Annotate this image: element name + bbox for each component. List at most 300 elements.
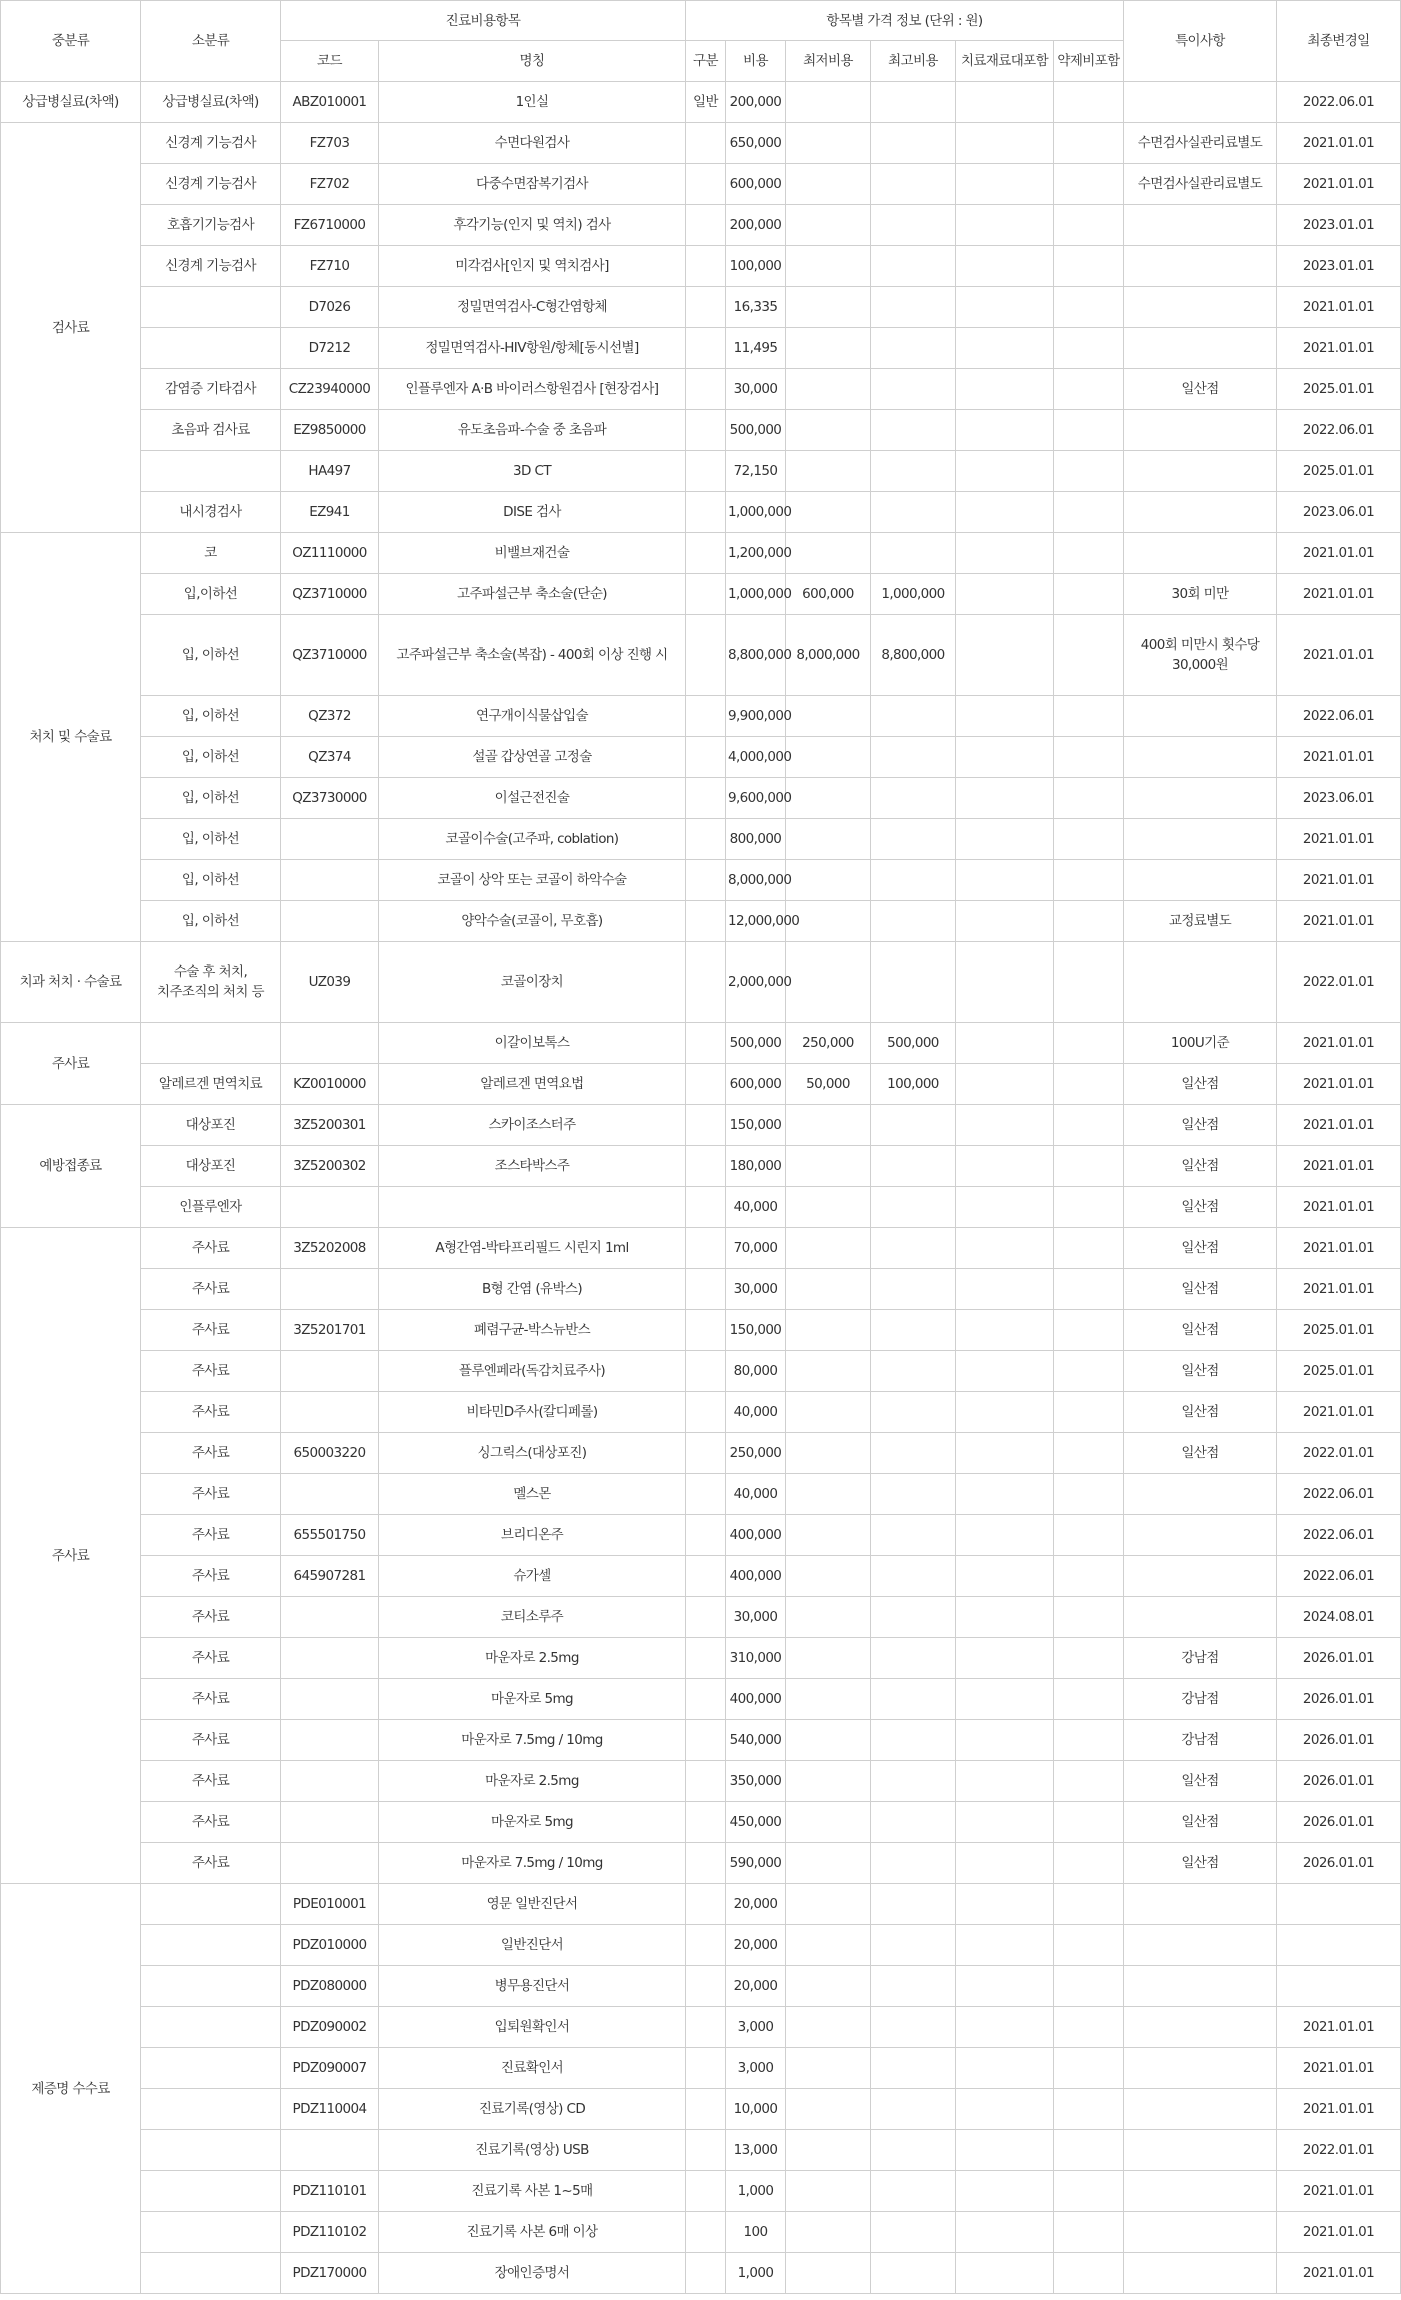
name-cell: 진료기록(영상) USB: [379, 2130, 686, 2171]
note-cell: [1124, 1884, 1277, 1925]
min-cost-cell: [786, 1474, 871, 1515]
type-cell: [686, 1925, 726, 1966]
note-cell: 수면검사실관리료별도: [1124, 123, 1277, 164]
max-cost-cell: [871, 1843, 956, 1884]
code-cell: PDZ110101: [281, 2171, 379, 2212]
code-cell: ABZ010001: [281, 82, 379, 123]
code-cell: [281, 1679, 379, 1720]
note-cell: [1124, 1515, 1277, 1556]
minor-category-cell: [141, 287, 281, 328]
min-cost-cell: [786, 1638, 871, 1679]
major-category-cell: 주사료: [1, 1023, 141, 1105]
type-cell: [686, 1023, 726, 1064]
minor-category-cell: 주사료: [141, 1392, 281, 1433]
drug-included-cell: [1054, 2130, 1124, 2171]
min-cost-cell: [786, 369, 871, 410]
max-cost-cell: [871, 1925, 956, 1966]
note-cell: 일산점: [1124, 1433, 1277, 1474]
minor-category-cell: 입, 이하선: [141, 860, 281, 901]
cost-cell: 9,600,000: [726, 778, 786, 819]
minor-category-cell: 신경계 기능검사: [141, 123, 281, 164]
type-cell: [686, 328, 726, 369]
name-cell: 설골 갑상연골 고정술: [379, 737, 686, 778]
min-cost-cell: [786, 2048, 871, 2089]
note-cell: [1124, 696, 1277, 737]
material-included-cell: [956, 82, 1054, 123]
note-cell: [1124, 2253, 1277, 2294]
table-row: [1, 1925, 1401, 1966]
code-cell: 645907281: [281, 1556, 379, 1597]
min-cost-cell: [786, 328, 871, 369]
table-row: [1, 819, 1401, 860]
header-code: 코드: [281, 41, 379, 82]
code-cell: [281, 1802, 379, 1843]
code-cell: EZ9850000: [281, 410, 379, 451]
code-cell: 3Z5201701: [281, 1310, 379, 1351]
table-row: [1, 533, 1401, 574]
material-included-cell: [956, 1187, 1054, 1228]
cost-cell: 100: [726, 2212, 786, 2253]
name-cell: 브리디온주: [379, 1515, 686, 1556]
type-cell: [686, 942, 726, 1023]
min-cost-cell: [786, 1966, 871, 2007]
table-row: [1, 2048, 1401, 2089]
material-included-cell: [956, 2007, 1054, 2048]
name-cell: 코골이장치: [379, 942, 686, 1023]
max-cost-cell: [871, 1761, 956, 1802]
type-cell: [686, 1638, 726, 1679]
cost-cell: 2,000,000: [726, 942, 786, 1023]
cost-cell: 30,000: [726, 1269, 786, 1310]
last-modified-cell: 2022.06.01: [1277, 410, 1401, 451]
table-row: [1, 2253, 1401, 2294]
max-cost-cell: [871, 123, 956, 164]
last-modified-cell: 2021.01.01: [1277, 574, 1401, 615]
minor-category-cell: 신경계 기능검사: [141, 246, 281, 287]
minor-category-cell: 입, 이하선: [141, 778, 281, 819]
min-cost-cell: [786, 778, 871, 819]
major-category-cell: 치과 처치 · 수술료: [1, 942, 141, 1023]
drug-included-cell: [1054, 1433, 1124, 1474]
major-category-cell: 검사료: [1, 123, 141, 533]
min-cost-cell: [786, 451, 871, 492]
header-name: 명칭: [379, 41, 686, 82]
type-cell: [686, 1966, 726, 2007]
min-cost-cell: [786, 860, 871, 901]
code-cell: EZ941: [281, 492, 379, 533]
min-cost-cell: [786, 819, 871, 860]
drug-included-cell: [1054, 451, 1124, 492]
drug-included-cell: [1054, 1556, 1124, 1597]
cost-cell: 3,000: [726, 2048, 786, 2089]
drug-included-cell: [1054, 1966, 1124, 2007]
note-cell: 일산점: [1124, 1146, 1277, 1187]
last-modified-cell: 2021.01.01: [1277, 737, 1401, 778]
drug-included-cell: [1054, 123, 1124, 164]
last-modified-cell: 2021.01.01: [1277, 328, 1401, 369]
note-cell: 400회 미만시 횟수당 30,000원: [1124, 615, 1277, 696]
cost-cell: 180,000: [726, 1146, 786, 1187]
type-cell: [686, 246, 726, 287]
material-included-cell: [956, 328, 1054, 369]
material-included-cell: [956, 860, 1054, 901]
note-cell: 일산점: [1124, 369, 1277, 410]
max-cost-cell: [871, 901, 956, 942]
type-cell: [686, 492, 726, 533]
header-price-info-group: 항목별 가격 정보 (단위 : 원): [686, 1, 1124, 41]
note-cell: [1124, 533, 1277, 574]
min-cost-cell: [786, 1392, 871, 1433]
note-cell: [1124, 2212, 1277, 2253]
minor-category-cell: 인플루엔자: [141, 1187, 281, 1228]
type-cell: [686, 1392, 726, 1433]
table-row: [1, 1843, 1401, 1884]
cost-cell: 16,335: [726, 287, 786, 328]
name-cell: 양악수술(코골이, 무호흡): [379, 901, 686, 942]
type-cell: [686, 1597, 726, 1638]
material-included-cell: [956, 287, 1054, 328]
table-row: [1, 696, 1401, 737]
code-cell: QZ374: [281, 737, 379, 778]
name-cell: 일반진단서: [379, 1925, 686, 1966]
table-row: [1, 205, 1401, 246]
code-cell: FZ710: [281, 246, 379, 287]
drug-included-cell: [1054, 1269, 1124, 1310]
note-cell: [1124, 492, 1277, 533]
table-row: [1, 2212, 1401, 2253]
drug-included-cell: [1054, 901, 1124, 942]
name-cell: 고주파설근부 축소술(단순): [379, 574, 686, 615]
max-cost-cell: [871, 2089, 956, 2130]
major-category-cell: 처치 및 수술료: [1, 533, 141, 942]
max-cost-cell: [871, 1802, 956, 1843]
drug-included-cell: [1054, 1597, 1124, 1638]
code-cell: PDZ080000: [281, 1966, 379, 2007]
code-cell: 650003220: [281, 1433, 379, 1474]
drug-included-cell: [1054, 2007, 1124, 2048]
cost-cell: 1,200,000: [726, 533, 786, 574]
drug-included-cell: [1054, 1310, 1124, 1351]
type-cell: [686, 369, 726, 410]
drug-included-cell: [1054, 2048, 1124, 2089]
name-cell: 진료기록 사본 6매 이상: [379, 2212, 686, 2253]
max-cost-cell: [871, 492, 956, 533]
minor-category-cell: [141, 1023, 281, 1064]
max-cost-cell: [871, 246, 956, 287]
min-cost-cell: [786, 1433, 871, 1474]
drug-included-cell: [1054, 1638, 1124, 1679]
note-cell: [1124, 287, 1277, 328]
min-cost-cell: [786, 410, 871, 451]
note-cell: 일산점: [1124, 1351, 1277, 1392]
type-cell: [686, 1433, 726, 1474]
max-cost-cell: [871, 205, 956, 246]
last-modified-cell: 2022.06.01: [1277, 1515, 1401, 1556]
type-cell: [686, 1884, 726, 1925]
min-cost-cell: [786, 1556, 871, 1597]
minor-category-cell: [141, 2253, 281, 2294]
material-included-cell: [956, 1351, 1054, 1392]
max-cost-cell: 8,800,000: [871, 615, 956, 696]
table-row: [1, 1023, 1401, 1064]
table-row: [1, 1392, 1401, 1433]
name-cell: 알레르겐 면역요법: [379, 1064, 686, 1105]
type-cell: [686, 2089, 726, 2130]
max-cost-cell: [871, 1433, 956, 1474]
table-row: [1, 1228, 1401, 1269]
name-cell: 코티소루주: [379, 1597, 686, 1638]
type-cell: [686, 574, 726, 615]
last-modified-cell: 2021.01.01: [1277, 1392, 1401, 1433]
header-max-cost: 최고비용: [871, 41, 956, 82]
name-cell: 후각기능(인지 및 역치) 검사: [379, 205, 686, 246]
code-cell: [281, 1474, 379, 1515]
table-row: [1, 287, 1401, 328]
table-row: [1, 328, 1401, 369]
table-row: [1, 2171, 1401, 2212]
code-cell: PDZ090002: [281, 2007, 379, 2048]
material-included-cell: [956, 1597, 1054, 1638]
drug-included-cell: [1054, 1023, 1124, 1064]
code-cell: PDE010001: [281, 1884, 379, 1925]
material-included-cell: [956, 1433, 1054, 1474]
cost-cell: 72,150: [726, 451, 786, 492]
cost-cell: 20,000: [726, 1966, 786, 2007]
last-modified-cell: 2022.06.01: [1277, 696, 1401, 737]
name-cell: 1인실: [379, 82, 686, 123]
minor-category-cell: 주사료: [141, 1597, 281, 1638]
drug-included-cell: [1054, 1925, 1124, 1966]
min-cost-cell: [786, 1515, 871, 1556]
last-modified-cell: 2021.01.01: [1277, 1023, 1401, 1064]
minor-category-cell: 주사료: [141, 1515, 281, 1556]
drug-included-cell: [1054, 205, 1124, 246]
code-cell: [281, 819, 379, 860]
note-cell: [1124, 1597, 1277, 1638]
cost-cell: 500,000: [726, 1023, 786, 1064]
name-cell: 진료기록 사본 1~5매: [379, 2171, 686, 2212]
min-cost-cell: 250,000: [786, 1023, 871, 1064]
minor-category-cell: 입, 이하선: [141, 901, 281, 942]
type-cell: [686, 1761, 726, 1802]
code-cell: [281, 901, 379, 942]
type-cell: [686, 205, 726, 246]
type-cell: [686, 2212, 726, 2253]
last-modified-cell: 2021.01.01: [1277, 164, 1401, 205]
minor-category-cell: [141, 1925, 281, 1966]
table-row: [1, 737, 1401, 778]
name-cell: 비밸브재건술: [379, 533, 686, 574]
max-cost-cell: [871, 2171, 956, 2212]
cost-cell: 350,000: [726, 1761, 786, 1802]
max-cost-cell: [871, 1556, 956, 1597]
table-row: [1, 246, 1401, 287]
material-included-cell: [956, 1023, 1054, 1064]
type-cell: [686, 1187, 726, 1228]
min-cost-cell: [786, 205, 871, 246]
drug-included-cell: [1054, 328, 1124, 369]
table-row: [1, 2130, 1401, 2171]
drug-included-cell: [1054, 287, 1124, 328]
cost-cell: 8,800,000: [726, 615, 786, 696]
material-included-cell: [956, 1679, 1054, 1720]
max-cost-cell: [871, 164, 956, 205]
drug-included-cell: [1054, 574, 1124, 615]
table-row: [1, 1351, 1401, 1392]
material-included-cell: [956, 901, 1054, 942]
material-included-cell: [956, 1064, 1054, 1105]
name-cell: 플루엔페라(독감치료주사): [379, 1351, 686, 1392]
type-cell: [686, 1310, 726, 1351]
note-cell: [1124, 451, 1277, 492]
note-cell: [1124, 410, 1277, 451]
last-modified-cell: 2026.01.01: [1277, 1802, 1401, 1843]
min-cost-cell: [786, 1597, 871, 1638]
minor-category-cell: 알레르겐 면역치료: [141, 1064, 281, 1105]
code-cell: QZ3710000: [281, 615, 379, 696]
cost-cell: 30,000: [726, 369, 786, 410]
drug-included-cell: [1054, 1392, 1124, 1433]
max-cost-cell: [871, 696, 956, 737]
table-row: [1, 1884, 1401, 1925]
cost-cell: 9,900,000: [726, 696, 786, 737]
code-cell: FZ6710000: [281, 205, 379, 246]
drug-included-cell: [1054, 246, 1124, 287]
note-cell: 일산점: [1124, 1392, 1277, 1433]
name-cell: 정밀면역검사-HIV항원/항체[동시선별]: [379, 328, 686, 369]
minor-category-cell: 주사료: [141, 1228, 281, 1269]
type-cell: [686, 737, 726, 778]
type-cell: [686, 2171, 726, 2212]
cost-cell: 1,000,000: [726, 574, 786, 615]
code-cell: [281, 2130, 379, 2171]
table-row: [1, 615, 1401, 696]
type-cell: [686, 2048, 726, 2089]
type-cell: [686, 1515, 726, 1556]
minor-category-cell: 주사료: [141, 1269, 281, 1310]
max-cost-cell: [871, 1638, 956, 1679]
cost-cell: 80,000: [726, 1351, 786, 1392]
cost-cell: 70,000: [726, 1228, 786, 1269]
drug-included-cell: [1054, 819, 1124, 860]
max-cost-cell: [871, 1392, 956, 1433]
code-cell: OZ1110000: [281, 533, 379, 574]
material-included-cell: [956, 2171, 1054, 2212]
last-modified-cell: 2021.01.01: [1277, 2007, 1401, 2048]
note-cell: [1124, 942, 1277, 1023]
min-cost-cell: 8,000,000: [786, 615, 871, 696]
major-category-cell: 예방접종료: [1, 1105, 141, 1228]
header-type: 구분: [686, 41, 726, 82]
code-cell: [281, 860, 379, 901]
type-cell: [686, 819, 726, 860]
max-cost-cell: [871, 1105, 956, 1146]
name-cell: 다중수면잠복기검사: [379, 164, 686, 205]
note-cell: 강남점: [1124, 1638, 1277, 1679]
min-cost-cell: [786, 2171, 871, 2212]
minor-category-cell: 주사료: [141, 1843, 281, 1884]
material-included-cell: [956, 164, 1054, 205]
code-cell: D7212: [281, 328, 379, 369]
note-cell: 일산점: [1124, 1310, 1277, 1351]
last-modified-cell: 2021.01.01: [1277, 287, 1401, 328]
note-cell: 수면검사실관리료별도: [1124, 164, 1277, 205]
cost-cell: 1,000: [726, 2253, 786, 2294]
last-modified-cell: 2023.06.01: [1277, 492, 1401, 533]
note-cell: 일산점: [1124, 1187, 1277, 1228]
name-cell: 수면다원검사: [379, 123, 686, 164]
note-cell: 30회 미만: [1124, 574, 1277, 615]
table-row: [1, 2007, 1401, 2048]
type-cell: [686, 287, 726, 328]
table-row: [1, 1638, 1401, 1679]
cost-cell: 400,000: [726, 1679, 786, 1720]
code-cell: FZ703: [281, 123, 379, 164]
minor-category-cell: 입,이하선: [141, 574, 281, 615]
type-cell: [686, 1105, 726, 1146]
drug-included-cell: [1054, 1105, 1124, 1146]
material-included-cell: [956, 1269, 1054, 1310]
type-cell: [686, 164, 726, 205]
name-cell: 유도초음파-수술 중 초음파: [379, 410, 686, 451]
material-included-cell: [956, 1884, 1054, 1925]
type-cell: [686, 1269, 726, 1310]
code-cell: D7026: [281, 287, 379, 328]
code-cell: [281, 1351, 379, 1392]
name-cell: DISE 검사: [379, 492, 686, 533]
last-modified-cell: 2021.01.01: [1277, 1269, 1401, 1310]
min-cost-cell: [786, 696, 871, 737]
table-row: [1, 574, 1401, 615]
last-modified-cell: 2025.01.01: [1277, 369, 1401, 410]
name-cell: 영문 일반진단서: [379, 1884, 686, 1925]
header-material-included: 치료재료대포함: [956, 41, 1054, 82]
drug-included-cell: [1054, 2171, 1124, 2212]
drug-included-cell: [1054, 696, 1124, 737]
note-cell: [1124, 1925, 1277, 1966]
max-cost-cell: [871, 1187, 956, 1228]
last-modified-cell: 2021.01.01: [1277, 615, 1401, 696]
cost-cell: 4,000,000: [726, 737, 786, 778]
type-cell: [686, 860, 726, 901]
min-cost-cell: [786, 1720, 871, 1761]
material-included-cell: [956, 819, 1054, 860]
material-included-cell: [956, 1474, 1054, 1515]
minor-category-cell: [141, 2089, 281, 2130]
table-row: [1, 2089, 1401, 2130]
max-cost-cell: [871, 1310, 956, 1351]
minor-category-cell: 상급병실료(차액): [141, 82, 281, 123]
material-included-cell: [956, 696, 1054, 737]
name-cell: 고주파설근부 축소술(복잡) - 400회 이상 진행 시: [379, 615, 686, 696]
name-cell: 진료확인서: [379, 2048, 686, 2089]
minor-category-cell: 감염증 기타검사: [141, 369, 281, 410]
material-included-cell: [956, 1392, 1054, 1433]
drug-included-cell: [1054, 942, 1124, 1023]
drug-included-cell: [1054, 1064, 1124, 1105]
cost-cell: 1,000: [726, 2171, 786, 2212]
minor-category-cell: 입, 이하선: [141, 696, 281, 737]
type-cell: [686, 901, 726, 942]
cost-cell: 20,000: [726, 1925, 786, 1966]
table-row: [1, 410, 1401, 451]
min-cost-cell: [786, 737, 871, 778]
minor-category-cell: 호흡기기능검사: [141, 205, 281, 246]
type-cell: [686, 1843, 726, 1884]
minor-category-cell: 내시경검사: [141, 492, 281, 533]
note-cell: 100U기준: [1124, 1023, 1277, 1064]
min-cost-cell: [786, 942, 871, 1023]
